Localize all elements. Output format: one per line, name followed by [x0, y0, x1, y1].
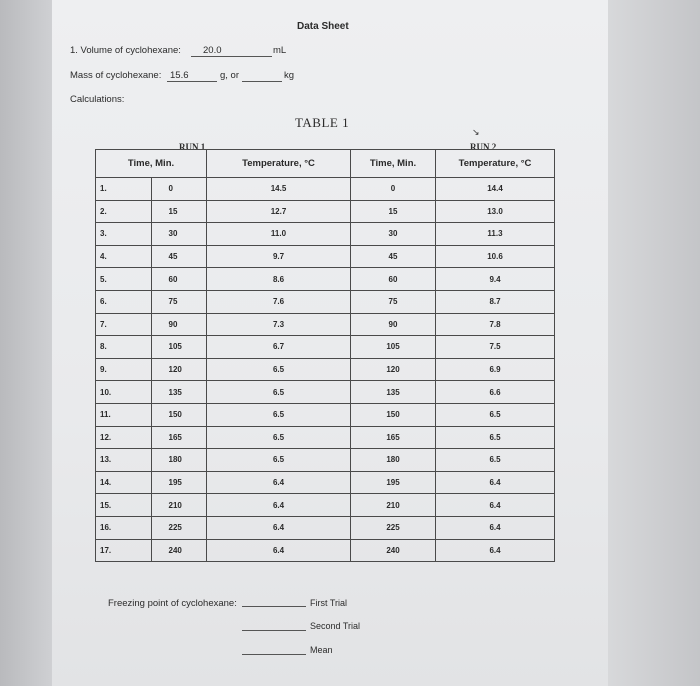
run1-temperature: 6.5	[207, 381, 351, 404]
table-row	[96, 449, 555, 472]
run2-temperature: 8.7	[436, 290, 555, 313]
row-number: 14.	[96, 471, 152, 494]
volume-unit: mL	[273, 45, 287, 56]
run2-temperature: 13.0	[436, 200, 555, 223]
run2-time: 30	[351, 223, 436, 246]
run1-temperature: 6.4	[207, 539, 351, 562]
run1-time: 105	[151, 336, 207, 359]
run1-temperature: 6.4	[207, 471, 351, 494]
run1-temperature: 8.6	[207, 268, 351, 291]
run1-time: 225	[151, 516, 207, 539]
first-trial-line	[242, 606, 306, 607]
table-row	[96, 290, 555, 313]
run2-temperature: 6.4	[436, 471, 555, 494]
mean-line	[242, 654, 306, 655]
run2-temperature: 14.4	[436, 178, 555, 201]
run2-time: 120	[351, 358, 436, 381]
volume-value: 20.0	[203, 45, 222, 56]
run2-time: 180	[351, 449, 436, 472]
run1-time: 165	[151, 426, 207, 449]
table-row	[96, 539, 555, 562]
row-number: 17.	[96, 539, 152, 562]
row-number: 10.	[96, 381, 152, 404]
run2-temperature: 6.4	[436, 516, 555, 539]
volume-underline-b	[226, 56, 272, 57]
run1-time: 15	[151, 200, 207, 223]
background-right	[600, 0, 700, 686]
run2-temperature: 6.6	[436, 381, 555, 404]
row-number: 6.	[96, 290, 152, 313]
header-temp-run1: Temperature, °C	[207, 150, 351, 178]
run2-time: 135	[351, 381, 436, 404]
row-number: 15.	[96, 494, 152, 517]
row-number: 7.	[96, 313, 152, 336]
run2-temperature: 6.9	[436, 358, 555, 381]
header-time-run1: Time, Min.	[96, 150, 207, 178]
run1-temperature: 6.5	[207, 426, 351, 449]
mass-underline-a	[167, 81, 217, 82]
table-row	[96, 494, 555, 517]
volume-label: 1. Volume of cyclohexane:	[70, 45, 181, 56]
run1-label: RUN 1	[179, 142, 206, 152]
run2-temperature: 10.6	[436, 245, 555, 268]
run1-time: 120	[151, 358, 207, 381]
header-temp-run2: Temperature, °C	[436, 150, 555, 178]
run1-temperature: 14.5	[207, 178, 351, 201]
mass-underline-b	[242, 81, 282, 82]
mean-label: Mean	[310, 645, 333, 655]
mass-unit-kg: kg	[284, 70, 295, 81]
row-number: 2.	[96, 200, 152, 223]
data-table	[95, 149, 555, 562]
table-row	[96, 358, 555, 381]
run1-time: 75	[151, 290, 207, 313]
background-left	[0, 0, 52, 686]
table-row	[96, 313, 555, 336]
row-number: 11.	[96, 403, 152, 426]
table-row	[96, 403, 555, 426]
run2-temperature: 6.4	[436, 539, 555, 562]
run2-temperature: 9.4	[436, 268, 555, 291]
header-time-run2: Time, Min.	[351, 150, 436, 178]
data-sheet-page	[52, 0, 608, 686]
table-row	[96, 178, 555, 201]
run2-temperature: 6.5	[436, 403, 555, 426]
run1-time: 150	[151, 403, 207, 426]
row-number: 12.	[96, 426, 152, 449]
run2-time: 165	[351, 426, 436, 449]
run1-time: 195	[151, 471, 207, 494]
mass-value: 15.6	[170, 70, 189, 81]
row-number: 16.	[96, 516, 152, 539]
run2-time: 150	[351, 403, 436, 426]
run2-time: 210	[351, 494, 436, 517]
table-row	[96, 223, 555, 246]
run1-time: 180	[151, 449, 207, 472]
run2-temperature: 11.3	[436, 223, 555, 246]
run2-time: 195	[351, 471, 436, 494]
run1-time: 45	[151, 245, 207, 268]
row-number: 13.	[96, 449, 152, 472]
run2-temperature: 6.4	[436, 494, 555, 517]
first-trial-label: First Trial	[310, 598, 347, 608]
run2-temperature: 7.5	[436, 336, 555, 359]
mass-label: Mass of cyclohexane:	[70, 70, 162, 81]
run1-temperature: 6.7	[207, 336, 351, 359]
run1-time: 240	[151, 539, 207, 562]
run1-temperature: 6.4	[207, 494, 351, 517]
run1-temperature: 7.3	[207, 313, 351, 336]
row-number: 3.	[96, 223, 152, 246]
cursor-mark: ↘	[472, 127, 480, 137]
run1-temperature: 9.7	[207, 245, 351, 268]
row-number: 4.	[96, 245, 152, 268]
run1-time: 135	[151, 381, 207, 404]
run1-time: 0	[151, 178, 207, 201]
run1-temperature: 12.7	[207, 200, 351, 223]
row-number: 9.	[96, 358, 152, 381]
table-title: TABLE 1	[295, 115, 350, 130]
run2-time: 60	[351, 268, 436, 291]
second-trial-line	[242, 630, 306, 631]
run1-time: 90	[151, 313, 207, 336]
run1-time: 60	[151, 268, 207, 291]
run1-temperature: 6.5	[207, 403, 351, 426]
second-trial-label: Second Trial	[310, 621, 361, 631]
run2-time: 240	[351, 539, 436, 562]
calculations-label: Calculations:	[70, 94, 125, 105]
run1-temperature: 6.4	[207, 516, 351, 539]
run1-temperature: 6.5	[207, 449, 351, 472]
run2-time: 15	[351, 200, 436, 223]
run2-temperature: 7.8	[436, 313, 555, 336]
run1-time: 30	[151, 223, 207, 246]
table-row	[96, 381, 555, 404]
table-row	[96, 471, 555, 494]
table-row	[96, 268, 555, 291]
row-number: 8.	[96, 336, 152, 359]
run2-label: RUN 2	[470, 142, 497, 152]
table-row	[96, 426, 555, 449]
freezing-point-label: Freezing point of cyclohexane:	[108, 598, 237, 609]
run1-time: 210	[151, 494, 207, 517]
page-title: Data Sheet	[297, 21, 349, 32]
table-row	[96, 516, 555, 539]
table-row	[96, 336, 555, 359]
run1-temperature: 7.6	[207, 290, 351, 313]
run2-time: 45	[351, 245, 436, 268]
table-row	[96, 200, 555, 223]
run2-time: 90	[351, 313, 436, 336]
run2-time: 225	[351, 516, 436, 539]
row-number: 1.	[96, 178, 152, 201]
run1-temperature: 11.0	[207, 223, 351, 246]
volume-underline-a	[191, 56, 231, 57]
run2-time: 0	[351, 178, 436, 201]
mass-unit-g: g, or	[220, 70, 240, 81]
row-number: 5.	[96, 268, 152, 291]
run2-temperature: 6.5	[436, 449, 555, 472]
run2-time: 105	[351, 336, 436, 359]
run1-temperature: 6.5	[207, 358, 351, 381]
table-header-row	[96, 150, 555, 178]
run2-temperature: 6.5	[436, 426, 555, 449]
table-row	[96, 245, 555, 268]
run2-time: 75	[351, 290, 436, 313]
